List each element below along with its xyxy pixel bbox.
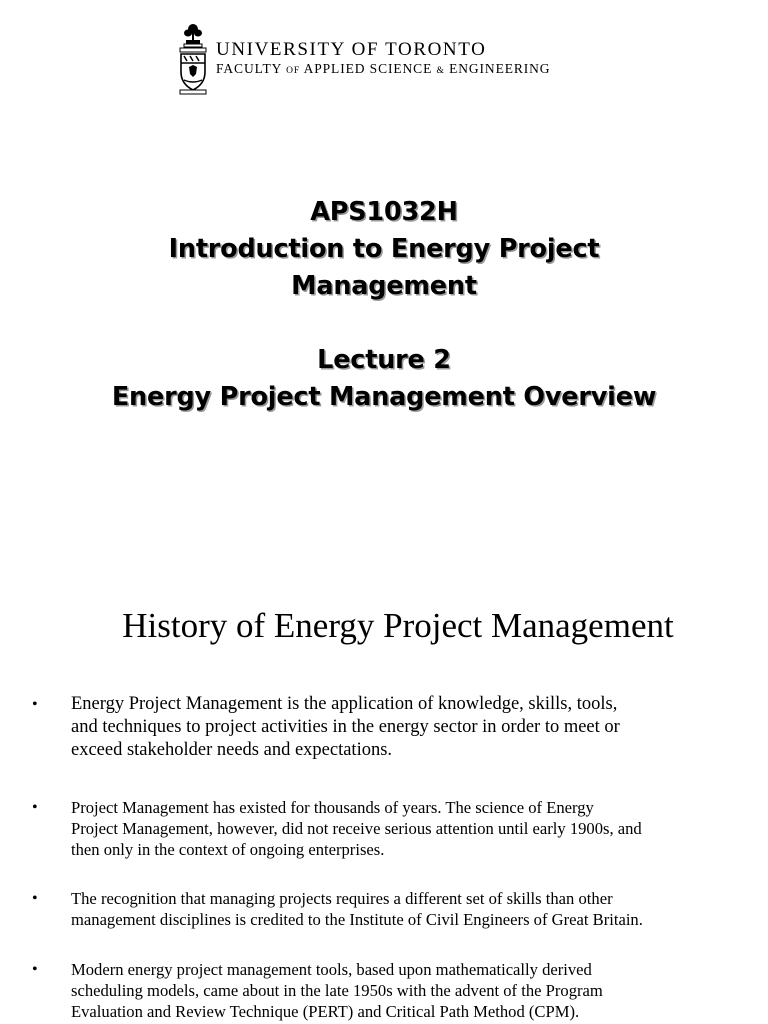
course-code: APS1032H: [310, 197, 458, 227]
slide-title: History of Energy Project Management: [122, 606, 674, 645]
bullet-icon: •: [32, 961, 38, 978]
lecture-title: Energy Project Management Overview: [111, 382, 657, 412]
lecture-title-block: [0, 194, 768, 416]
faculty-name: FACULTY OF APPLIED SCIENCE & ENGINEERING: [216, 61, 551, 76]
bullet-text: Modern energy project management tools, based upon mathematically derived scheduling models, came about in the late 1950s with the advent of the Program Evaluation and Review Technique (PERT) and Critical Path Method (CPM).: [71, 960, 603, 1021]
bullet-text: Energy Project Management is the application of knowledge, skills, tools, and techniques to project activities in the energy sector in order to meet or exceed stakeholder needs and expectations.: [71, 694, 620, 760]
course-title-line-1: Introduction to Energy Project: [168, 234, 600, 264]
bullet-text: The recognition that managing projects requires a different set of skills than other management disciplines is credited to the Institute of Civil Engineers of Great Britain.: [71, 889, 643, 929]
bullet-item: [32, 693, 744, 762]
course-title-line-2: Management: [291, 271, 477, 301]
university-crest-icon: [178, 22, 208, 96]
bullet-item: [32, 959, 744, 1022]
university-header: [178, 22, 550, 96]
bullet-icon: •: [32, 890, 38, 907]
bullet-icon: •: [32, 799, 38, 816]
history-slide: [0, 590, 768, 1024]
lecture-number: Lecture 2: [317, 345, 451, 375]
bullet-icon: •: [32, 696, 38, 713]
bullet-text: Project Management has existed for thousands of years. The science of Energy Project Management, however, did not receive serious attention until early 1900s, and then only in the context of ongoing enterprises.: [71, 798, 642, 859]
bullet-item: [32, 888, 744, 930]
university-name: UNIVERSITY OF TORONTO: [216, 39, 487, 60]
bullet-item: [32, 797, 744, 860]
